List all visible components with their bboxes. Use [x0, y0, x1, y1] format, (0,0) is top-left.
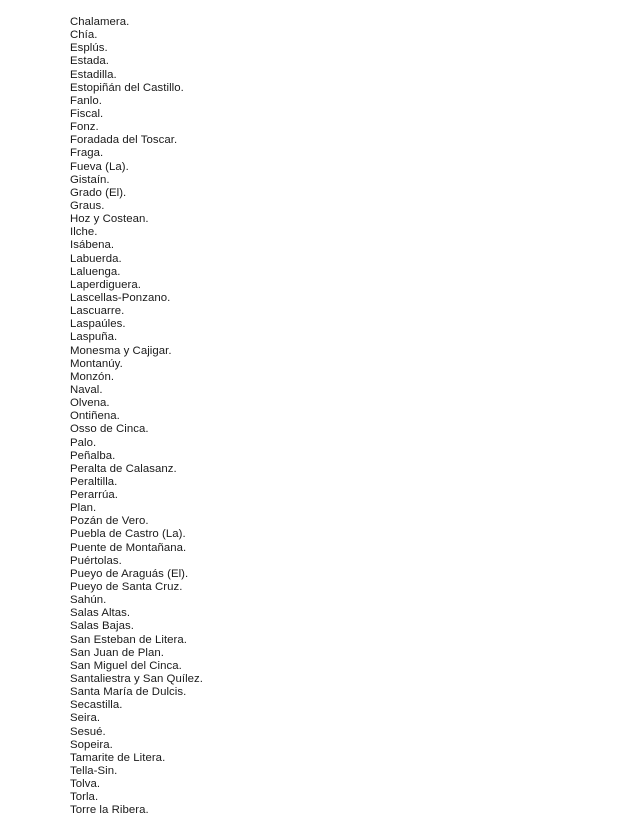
- municipality-item: Palo.: [70, 436, 97, 449]
- municipality-item: Puértolas.: [70, 554, 122, 567]
- municipality-item: Sopeira.: [70, 738, 113, 751]
- municipality-item: Grado (El).: [70, 186, 127, 199]
- municipality-item: Hoz y Costean.: [70, 213, 149, 226]
- municipality-item: Estopiñán del Castillo.: [70, 81, 184, 94]
- municipality-item: Laperdiguera.: [70, 278, 141, 291]
- municipality-item: Peñalba.: [70, 449, 116, 462]
- municipality-item: Laspuña.: [70, 331, 118, 344]
- municipality-item: Chalamera.: [70, 16, 130, 28]
- municipality-item: Foradada del Toscar.: [70, 134, 178, 147]
- municipality-item: Peraltilla.: [70, 475, 118, 488]
- municipality-item: San Juan de Plan.: [70, 646, 164, 659]
- municipality-item: Naval.: [70, 383, 103, 396]
- municipality-item: Monesma y Cajigar.: [70, 344, 172, 357]
- municipality-item: Ontiñena.: [70, 410, 120, 423]
- municipality-item: Tella-Sin.: [70, 765, 118, 778]
- municipality-item: Sahún.: [70, 594, 107, 607]
- municipality-item: Fonz.: [70, 121, 99, 134]
- municipality-item: Estadilla.: [70, 68, 117, 81]
- municipality-item: Lascellas-Ponzano.: [70, 291, 171, 304]
- municipality-item: Perarrúa.: [70, 489, 118, 502]
- municipality-item: Torla.: [70, 791, 99, 804]
- municipality-item: Fraga.: [70, 147, 104, 160]
- municipality-item: Fueva (La).: [70, 160, 129, 173]
- municipality-item: Estada.: [70, 55, 109, 68]
- municipality-item: Monzón.: [70, 370, 115, 383]
- municipality-item: Salas Bajas.: [70, 620, 134, 633]
- municipality-item: Montanúy.: [70, 357, 123, 370]
- municipality-item: Osso de Cinca.: [70, 423, 149, 436]
- municipality-item: San Esteban de Litera.: [70, 633, 187, 646]
- municipality-item: Secastilla.: [70, 699, 123, 712]
- municipality-item: Pueyo de Santa Cruz.: [70, 581, 183, 594]
- municipality-item: Isábena.: [70, 239, 115, 252]
- municipality-item: Plan.: [70, 502, 97, 515]
- municipality-item: Olvena.: [70, 397, 110, 410]
- municipality-item: Puente de Montañana.: [70, 541, 187, 554]
- municipality-item: Tamarite de Litera.: [70, 751, 166, 764]
- municipality-item: Santa María de Dulcis.: [70, 686, 187, 699]
- municipality-list: [70, 16, 203, 818]
- municipality-item: Ilche.: [70, 226, 98, 239]
- municipality-item: San Miguel del Cinca.: [70, 659, 182, 672]
- municipality-item: Labuerda.: [70, 252, 122, 265]
- municipality-item: Lascuarre.: [70, 305, 125, 318]
- municipality-item: Puebla de Castro (La).: [70, 528, 186, 541]
- municipality-item: Gistaín.: [70, 173, 110, 186]
- municipality-item: Chía.: [70, 29, 98, 42]
- municipality-item: Salas Altas.: [70, 607, 131, 620]
- municipality-item: Santaliestra y San Quílez.: [70, 673, 203, 686]
- municipality-item: Peralta de Calasanz.: [70, 462, 177, 475]
- municipality-item: Laspaúles.: [70, 318, 126, 331]
- municipality-item: Graus.: [70, 199, 105, 212]
- municipality-item: Laluenga.: [70, 265, 121, 278]
- municipality-item: Pozán de Vero.: [70, 515, 149, 528]
- municipality-item: Fanlo.: [70, 94, 102, 107]
- municipality-item: Esplús.: [70, 42, 108, 55]
- municipality-item: Tolva.: [70, 778, 101, 791]
- municipality-item: Torre la Ribera.: [70, 804, 149, 817]
- municipality-item: Sesué.: [70, 725, 106, 738]
- municipality-item: Pueyo de Araguás (El).: [70, 567, 189, 580]
- municipality-item: Fiscal.: [70, 107, 104, 120]
- municipality-item: Seira.: [70, 712, 101, 725]
